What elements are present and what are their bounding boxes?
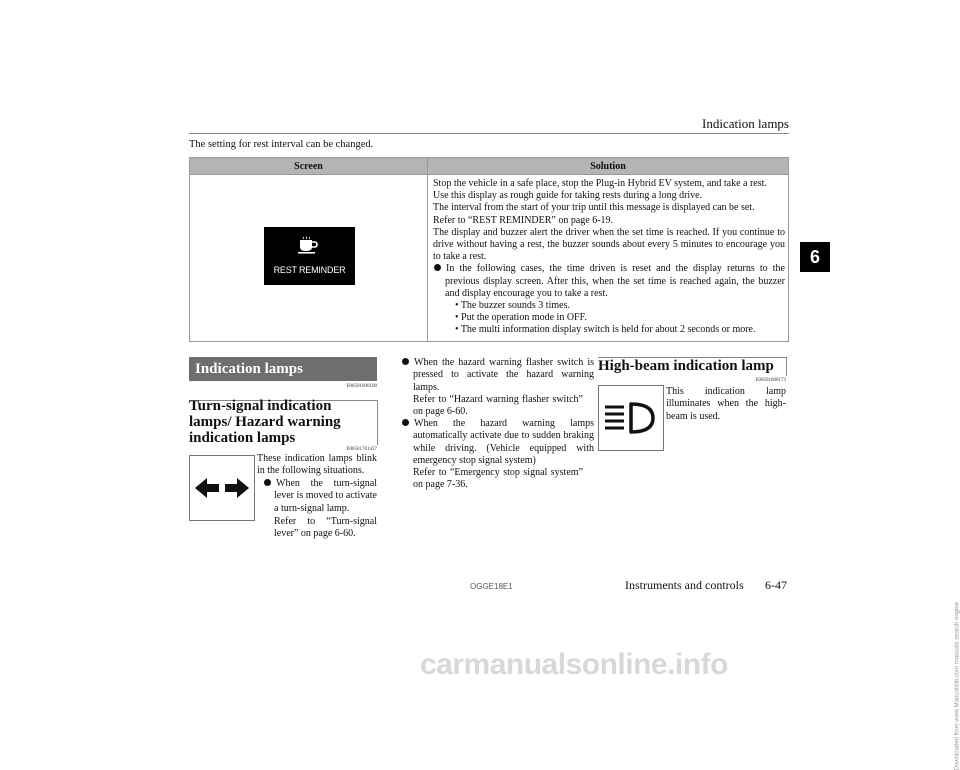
solution-line: The display and buzzer alert the driver when the set time is reached. If you continue to drive without having a rest, the buzzer sounds about every 5 minutes to encourage you to take a rest. xyxy=(433,226,785,263)
solution-bullet xyxy=(445,263,785,300)
bullet-dot xyxy=(402,358,409,365)
coffee-cup-icon xyxy=(297,236,319,254)
intro-text: The setting for rest interval can be changed. xyxy=(189,139,374,150)
sub-item: • The multi information display switch is held for about 2 seconds or more. xyxy=(455,324,756,336)
turn-signal-icon-box xyxy=(189,455,255,521)
rest-interval-table xyxy=(189,157,789,342)
download-watermark: Downloaded from www.Manualslib.com manuals search engine xyxy=(954,602,960,770)
hazard-reference: Refer to “Hazard warning flasher switch” on page 6-60. xyxy=(413,394,583,418)
turn-signal-reference: Refer to “Turn-signal lever” on page 6-60. xyxy=(274,516,377,540)
high-beam-text: This indication lamp illuminates when the high-beam is used. xyxy=(666,386,786,422)
chapter-tab: 6 xyxy=(800,242,830,272)
header-divider xyxy=(189,133,789,134)
section-heading-indication-lamps: Indication lamps xyxy=(189,357,377,381)
footer-section-name: Instruments and controls xyxy=(625,578,744,592)
running-header: Indication lamps xyxy=(701,116,789,131)
high-beam-icon-box xyxy=(598,385,664,451)
turn-signal-bullet: When the turn-signal lever is moved to activate a turn-signal lamp. xyxy=(274,478,377,515)
turn-signal-arrows-icon xyxy=(190,456,254,520)
emergency-stop-reference: Refer to “Emergency stop signal system” on page 7-36. xyxy=(413,467,583,491)
table-row xyxy=(190,175,789,342)
turn-signal-intro: These indication lamps blink in the following situations. xyxy=(257,453,377,477)
emergency-stop-bullet: When the hazard warning lamps automatically activate due to sudden braking while driving. (Vehicle equipped with emergency stop signal system) xyxy=(402,418,594,467)
section-code: E00501800173 xyxy=(755,378,786,383)
sub-item: • The buzzer sounds 3 times. xyxy=(455,300,570,312)
section-heading-high-beam: High-beam indication lamp xyxy=(598,358,774,374)
high-beam-icon xyxy=(599,386,663,450)
solution-line: Stop the vehicle in a safe place, stop the Plug-in Hybrid EV system, and take a rest. xyxy=(433,178,767,189)
table-header-screen: Screen xyxy=(190,158,428,175)
document-code: OGGE18E1 xyxy=(470,582,513,591)
bullet-dot xyxy=(402,419,409,426)
subsection-code: E00501701427 xyxy=(346,447,377,452)
page-number: 6-47 xyxy=(765,578,787,592)
rest-reminder-label: REST REMINDER xyxy=(273,265,346,275)
rest-reminder-display xyxy=(264,227,355,285)
section-code: E00501600100 xyxy=(346,384,377,389)
screen-cell xyxy=(190,175,428,342)
solution-line: Use this display as rough guide for taking rests during a long drive. xyxy=(433,190,703,202)
solution-line: The interval from the start of your trip until this message is displayed can be set. xyxy=(433,202,755,214)
site-watermark: carmanualsonline.info xyxy=(420,648,728,681)
solution-bullet-text: In the following cases, the time driven is reset and the display returns to the previous display screen. After this, when the set time is reached again, the buzzer and display encourage you to take a rest. xyxy=(445,263,785,299)
solution-cell xyxy=(428,175,789,342)
subsection-heading-turn-signal: Turn-signal indication lamps/ Hazard warning indication lamps xyxy=(189,398,341,446)
bullet-dot xyxy=(264,479,271,486)
hazard-bullet: When the hazard warning flasher switch is pressed to activate the hazard warning lamps. xyxy=(402,357,594,394)
bullet-dot xyxy=(434,264,441,271)
solution-line: Refer to “REST REMINDER” on page 6-19. xyxy=(433,214,614,226)
table-header-solution: Solution xyxy=(428,158,789,175)
sub-item: • Put the operation mode in OFF. xyxy=(455,312,587,324)
